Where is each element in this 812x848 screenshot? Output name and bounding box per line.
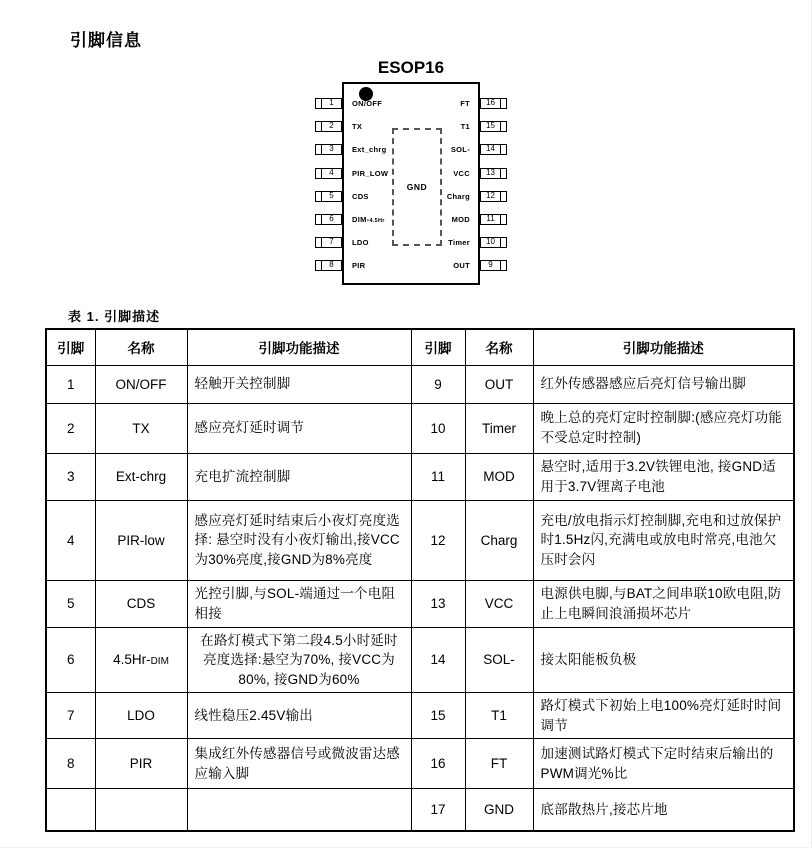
pin-label-cds: CDS [352,192,369,201]
pin-desc-cell [187,789,411,831]
pin-number: 2 [329,121,334,130]
pin-desc-cell: 电源供电脚,与BAT之间串联10欧电阻,防止上电瞬间浪涌损坏芯片 [533,580,794,627]
pin-number-cell: 2 [46,403,95,453]
pin-desc-cell: 悬空时,适用于3.2V铁锂电池, 接GND适用于3.7V锂离子电池 [533,453,794,500]
pin-number-cell: 10 [411,403,465,453]
pin-number-cell: 13 [411,580,465,627]
table-row [46,453,794,500]
header-desc-right: 引脚功能描述 [533,329,794,365]
pin-number: 8 [329,260,334,269]
pin-desc-cell: 感应亮灯延时结束后小夜灯亮度选择: 悬空时没有小夜灯输出,接VCC为30%亮度,接GND为8%亮度 [187,500,411,580]
pin-number: 13 [486,168,495,177]
pin-desc-cell: 加速测试路灯模式下定时结束后输出的PWM调光%比 [533,739,794,789]
pin-label-pir: PIR [352,261,366,270]
table-row [46,789,794,831]
chip-pin-13 [480,168,507,179]
pin-desc-cell: 红外传感器感应后亮灯信号输出脚 [533,365,794,403]
pin-label-mod: MOD [451,215,470,224]
page-title: 引脚信息 [70,31,142,50]
pin-number-cell: 14 [411,627,465,693]
pin-name-cell: PIR [95,739,187,789]
pin-desc-cell: 晚上总的亮灯定时控制脚:(感应亮灯功能不受总定时控制) [533,403,794,453]
pin-number-cell: 8 [46,739,95,789]
pin-desc-cell: 光控引脚,与SOL-端通过一个电阻相接 [187,580,411,627]
pin-name-cell: Ext-chrg [95,453,187,500]
pin-name-cell: TX [95,403,187,453]
pin-name-cell: GND [465,789,533,831]
pin-label-charg: Charg [446,192,470,201]
pin-number: 16 [486,98,495,107]
pin-label-onoff: ON/OFF [352,99,383,108]
pin-number-cell: 9 [411,365,465,403]
pin-number: 1 [329,98,334,107]
package-name: ESOP16 [377,58,445,77]
pin-name-cell: Timer [465,403,533,453]
table-row [46,500,794,580]
header-pin-right: 引脚 [411,329,465,365]
chip-pin-5 [315,191,342,202]
pin-number: 6 [329,214,334,223]
pin-number-cell: 15 [411,693,465,739]
pin-desc-cell: 路灯模式下初始上电100%亮灯延时时间调节 [533,693,794,739]
chip-pin-10 [480,237,507,248]
pin-number-cell: 11 [411,453,465,500]
pin-name-cell: OUT [465,365,533,403]
pin-label-tx: TX [352,122,363,131]
pin-number: 11 [486,214,495,223]
pin-name-cell: PIR-low [95,500,187,580]
pin-desc-cell: 底部散热片,接芯片地 [533,789,794,831]
pin-number-cell: 12 [411,500,465,580]
pin-label-vcc: VCC [453,169,470,178]
pin-stub [500,169,506,178]
header-name-right: 名称 [465,329,533,365]
pin-desc-cell: 轻触开关控制脚 [187,365,411,403]
pin-stub [500,145,506,154]
pin-name-cell: Charg [465,500,533,580]
pin-name-cell [95,789,187,831]
pin-name-cell: VCC [465,580,533,627]
pin-description-table [45,328,795,832]
pin-desc-cell: 充电/放电指示灯控制脚,充电和过放保护时1.5Hz闪,充满电或放电时常亮,电池欠压时会闪 [533,500,794,580]
pin-stub [500,261,506,270]
table-row [46,403,794,453]
chip-pin-4 [315,168,342,179]
pin-stub [500,215,506,224]
chip-pin-12 [480,191,507,202]
table-row [46,693,794,739]
pin-number: 9 [488,260,493,269]
pin-name-cell: ON/OFF [95,365,187,403]
table-header-row [46,329,794,365]
pin-number: 3 [329,144,334,153]
pin-number: 12 [486,191,495,200]
pin-number: 7 [329,237,334,246]
pin-desc-cell: 充电扩流控制脚 [187,453,411,500]
chip-pin-7 [315,237,342,248]
pin-number-cell: 5 [46,580,95,627]
chip-pin-14 [480,144,507,155]
chip-pin-2 [315,121,342,132]
table-row [46,580,794,627]
pin-name-cell: FT [465,739,533,789]
pin-label-timer: Timer [448,238,470,247]
pin-number-cell [46,789,95,831]
pin-name-cell: 4.5Hr-DIM [95,627,187,693]
pin-number-cell: 4 [46,500,95,580]
chip-pin-9 [480,260,507,271]
chip-pin-16 [480,98,507,109]
pin-stub [500,99,506,108]
pin-number-cell: 17 [411,789,465,831]
table-row [46,739,794,789]
chip-pin-8 [315,260,342,271]
pin-desc-cell: 接太阳能板负极 [533,627,794,693]
pin-stub [500,192,506,201]
pin-desc-cell: 感应亮灯延时调节 [187,403,411,453]
header-pin-left: 引脚 [46,329,95,365]
pin-name-cell: SOL- [465,627,533,693]
pin-number-cell: 6 [46,627,95,693]
pin-label-ldo: LDO [352,238,369,247]
pin-desc-cell: 线性稳压2.45V输出 [187,693,411,739]
chip-pin-11 [480,214,507,225]
pin-name-cell: MOD [465,453,533,500]
table-row [46,365,794,403]
pin-label-out: OUT [453,261,470,270]
pin-desc-cell: 在路灯模式下第二段4.5小时延时亮度选择:悬空为70%, 接VCC为80%, 接GND为60% [187,627,411,693]
chip-pin-3 [315,144,342,155]
pin-number-cell: 7 [46,693,95,739]
pin-name-cell: LDO [95,693,187,739]
table-caption: 表 1. 引脚描述 [68,309,161,324]
pin-label-dim: DIM-4.5Hr [352,215,385,224]
pin-number: 10 [486,237,495,246]
pin-name-cell: T1 [465,693,533,739]
pin-label-ft: FT [460,99,470,108]
pin-label-extchrg: Ext_chrg [352,145,387,154]
pin-label-t1: T1 [460,122,470,131]
chip-pin-15 [480,121,507,132]
header-desc-left: 引脚功能描述 [187,329,411,365]
pin-number: 5 [329,191,334,200]
pin-number: 4 [329,168,334,177]
pin-desc-cell: 集成红外传感器信号或微波雷达感应输入脚 [187,739,411,789]
pin-label-pirlow: PIR_LOW [352,169,389,178]
chip-pin-1 [315,98,342,109]
header-name-left: 名称 [95,329,187,365]
pin-name-cell: CDS [95,580,187,627]
pin-number: 15 [486,121,495,130]
gnd-pad-label: GND [406,182,428,192]
pin-number-cell: 1 [46,365,95,403]
pin-label-sol: SOL- [450,145,470,154]
table-row [46,627,794,693]
pin-number: 14 [486,144,495,153]
pin-number-cell: 16 [411,739,465,789]
chip-pinout-diagram [315,58,515,298]
pin-stub [500,238,506,247]
pin-number-cell: 3 [46,453,95,500]
pin-stub [500,122,506,131]
chip-pin-6 [315,214,342,225]
